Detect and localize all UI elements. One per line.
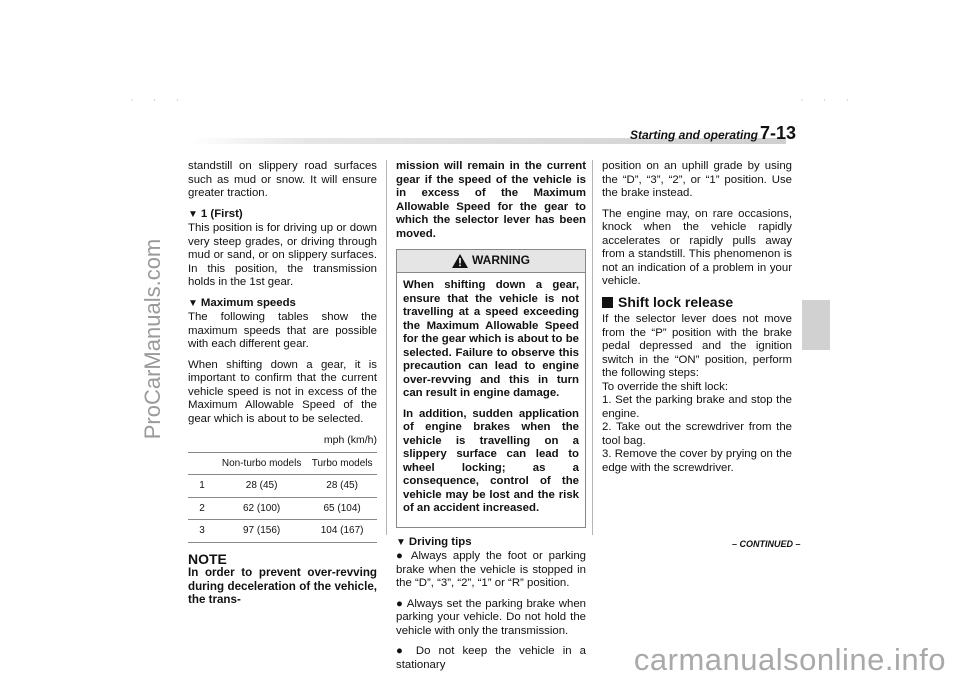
column-3 — [602, 160, 792, 475]
warning-paragraph: When shifting down a gear, ensure that the vehicle is not travelling at a speed exceeding the Maximum Allowable Speed for the gear which is about to be selected. Failure to observe this precaution can lead to engine over-revving and this in turn can result in engine damage. — [403, 279, 579, 399]
column-divider — [592, 160, 593, 535]
table-cell: 28 (45) — [307, 475, 377, 498]
watermark-side: ProCarManuals.com — [140, 238, 165, 440]
watermark-bottom: carmanualsonline.info — [633, 642, 946, 677]
continued-label: – CONTINUED – — [732, 539, 801, 549]
header-title: Starting and operating — [630, 128, 759, 142]
list-intro: To override the shift lock: — [602, 380, 728, 393]
section-tab — [802, 300, 830, 350]
bullet-icon: ● — [396, 597, 407, 610]
bullet-icon: ● — [396, 550, 411, 562]
bullet-item: ● Always set the parking brake when parking your vehicle. Do not hold the vehicle with only the transmission. — [396, 597, 587, 637]
section-heading-shift-lock: Shift lock release — [602, 296, 792, 310]
subheading-first-gear: ▼ 1 (First) — [188, 207, 243, 220]
square-bullet-icon — [602, 297, 613, 308]
table-cell: 62 (100) — [216, 497, 307, 520]
speed-unit-label: mph (km/h) — [323, 434, 377, 446]
paragraph: mission will remain in the current gear if the speed of the vehicle is in excess of the Maximum Allowable Speed for the gear to which the selector lever has been moved. — [396, 160, 586, 240]
list-item: 1. Set the parking brake and stop the engine. — [602, 394, 792, 420]
warning-paragraph: In addition, sudden application of engine brakes when the vehicle is travelling on a slippery surface can lead to wheel locking; as a consequence, control of the vehicle may be lost and the risk of an accident increased. — [403, 407, 579, 514]
table-header-cell: Non-turbo models — [216, 452, 307, 475]
page-number: 7-13 — [760, 123, 797, 143]
paragraph: The engine may, on rare occasions, knock when the vehicle rapidly accelerates or rapidly pulls away from a standstill. This phenomenon is not an indication of a problem in your vehicle. — [602, 207, 792, 287]
table-row — [188, 520, 377, 543]
triangle-down-icon: ▼ — [396, 536, 406, 548]
note-text: In order to prevent over-revving during deceleration of the vehicle, the trans- — [188, 566, 377, 606]
subheading-maximum-speeds: ▼ Maximum speeds — [188, 296, 296, 309]
maximum-speed-table — [188, 452, 377, 543]
note-title: NOTE — [188, 550, 227, 567]
crop-marks-right: · · · — [800, 94, 858, 106]
column-1 — [188, 160, 377, 614]
table-cell: 97 (156) — [216, 520, 307, 543]
table-cell: 65 (104) — [307, 497, 377, 520]
column-2 — [396, 160, 586, 679]
table-header-cell: Turbo models — [307, 452, 377, 475]
bullet-item: ● Always apply the foot or parking brake when the vehicle is stopped in the “D”, “3”, “2”, “1” or “R” position. — [396, 550, 586, 589]
table-cell: 3 — [188, 520, 216, 543]
warning-label: WARNING — [472, 253, 530, 268]
paragraph: If the selector lever does not move from the “P” position with the brake pedal depressed and the ignition switch in the “ON” position, perform the following steps: — [602, 313, 792, 379]
table-cell: 28 (45) — [216, 475, 307, 498]
warning-triangle-icon — [452, 254, 468, 268]
column-divider — [386, 160, 387, 535]
list-item: 2. Take out the screwdriver from the tool bag. — [602, 421, 792, 447]
paragraph: standstill on slippery road surfaces such as mud or snow. It will ensure greater traction. — [188, 160, 377, 199]
table-cell: 1 — [188, 475, 216, 498]
table-cell: 104 (167) — [307, 520, 377, 543]
warning-box — [396, 249, 586, 528]
warning-body — [397, 273, 585, 527]
table-header-cell — [188, 452, 216, 475]
table-row — [188, 497, 377, 520]
bullet-item: ● Do not keep the vehicle in a stationary — [396, 645, 586, 671]
table-row — [188, 475, 377, 498]
table-cell: 2 — [188, 497, 216, 520]
paragraph: The following tables show the maximum speeds that are possible with each different gear. — [188, 311, 377, 350]
crop-marks-left: · · · — [130, 94, 188, 106]
triangle-down-icon: ▼ — [188, 208, 198, 220]
subheading-driving-tips: ▼ Driving tips — [396, 535, 472, 548]
triangle-down-icon: ▼ — [188, 297, 198, 309]
paragraph: position on an uphill grade by using the “D”, “3”, “2”, or “1” position. Use the brake instead. — [602, 160, 792, 199]
list-item: 3. Remove the cover by prying on the edge with the screwdriver. — [602, 448, 792, 474]
paragraph: When shifting down a gear, it is important to confirm that the current vehicle speed is not in excess of the Maximum Allowable Speed of the gear which is about to be selected. — [188, 358, 377, 425]
warning-header — [397, 250, 585, 273]
bullet-icon: ● — [396, 645, 416, 657]
paragraph: This position is for driving up or down very steep grades, or driving through mud or sand, or on slippery surfaces. In this position, the transmission holds in the 1st gear. — [188, 222, 377, 288]
